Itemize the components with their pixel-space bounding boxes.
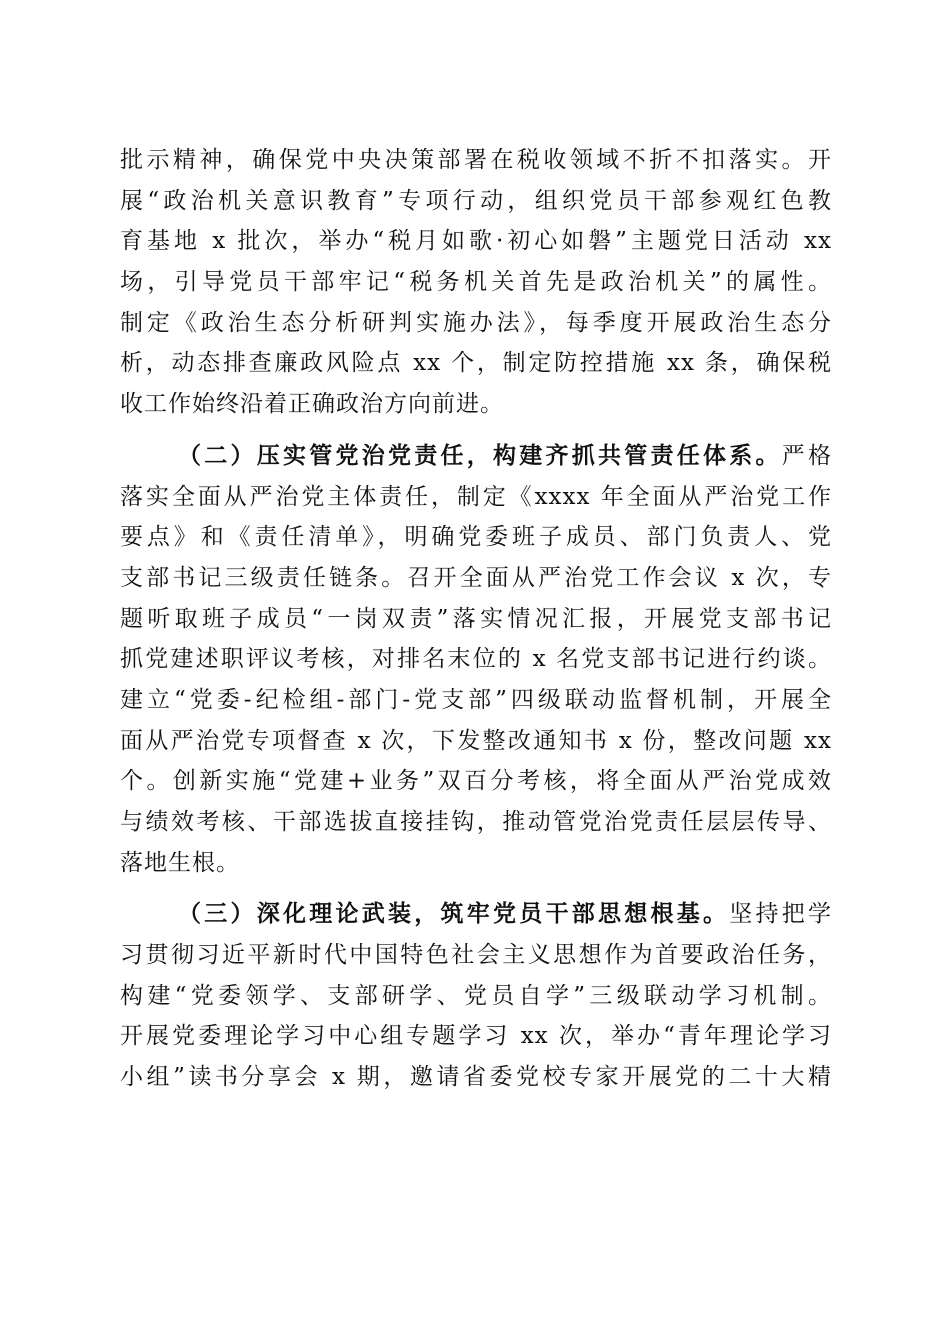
paragraph-text: 坚持把学	[729, 901, 832, 928]
paragraph-line: 建立“党委-纪检组-部门-党支部”四级联动监督机制，开展全	[120, 686, 832, 713]
paragraph-line: 收工作始终沿着正确政治方向前进。	[120, 391, 504, 418]
paragraph-line: 习贯彻习近平新时代中国特色社会主义思想作为首要政治任务，	[120, 942, 832, 969]
paragraph-line: 题听取班子成员“一岗双责”落实情况汇报，开展党支部书记	[120, 605, 832, 632]
paragraph-line: 展“政治机关意识教育”专项行动，组织党员干部参观红色教	[120, 187, 832, 214]
paragraph-line: 开展党委理论学习中心组专题学习 xx 次，举办“青年理论学习	[120, 1023, 832, 1050]
paragraph-line: 构建“党委领学、支部研学、党员自学”三级联动学习机制。	[120, 982, 832, 1009]
paragraph-line: 支部书记三级责任链条。召开全面从严治党工作会议 x 次，专	[120, 564, 832, 591]
paragraph-line: 制定《政治生态分析研判实施办法》，每季度开展政治生态分	[120, 309, 832, 336]
section-heading: （三）深化理论武装，筑牢党员干部思想根基。	[178, 900, 730, 928]
paragraph-1	[120, 140, 832, 425]
paragraph-first-line	[120, 894, 832, 935]
paragraph-line: 批示精神，确保党中央决策部署在税收领域不折不扣落实。开	[120, 147, 832, 173]
paragraph-3	[120, 894, 832, 1097]
paragraph-line: 抓党建述职评议考核，对排名末位的 x 名党支部书记进行约谈。	[120, 646, 832, 673]
paragraph-line: 小组”读书分享会 x 期，邀请省委党校专家开展党的二十大精	[120, 1064, 832, 1091]
section-heading: （二）压实管党治党责任，构建齐抓共管责任体系。	[178, 441, 782, 469]
paragraph-line: 场，引导党员干部牢记“税务机关首先是政治机关”的属性。	[120, 269, 832, 296]
paragraph-line: 与绩效考核、干部选拔直接挂钩，推动管党治党责任层层传导、	[120, 809, 832, 835]
paragraph-2	[120, 436, 832, 884]
paragraph-line: 面从严治党专项督查 x 次，下发整改通知书 x 份，整改问题 xx	[120, 727, 832, 754]
paragraph-line: 育基地 x 批次，举办“税月如歌·初心如磐”主题党日活动 xx	[120, 228, 832, 255]
paragraph-line: 落实全面从严治党主体责任，制定《xxxx 年全面从严治党工作	[120, 483, 832, 510]
paragraph-text: 严格	[781, 442, 832, 469]
paragraph-line: 析，动态排查廉政风险点 xx 个，制定防控措施 xx 条，确保税	[120, 350, 832, 377]
paragraph-line: 落地生根。	[120, 849, 240, 876]
paragraph-first-line	[120, 436, 832, 477]
paragraph-line: 要点》和《责任清单》，明确党委班子成员、部门负责人、党	[120, 524, 832, 551]
document-body	[120, 140, 832, 1098]
paragraph-line: 个。创新实施“党建+业务”双百分考核，将全面从严治党成效	[120, 768, 832, 795]
